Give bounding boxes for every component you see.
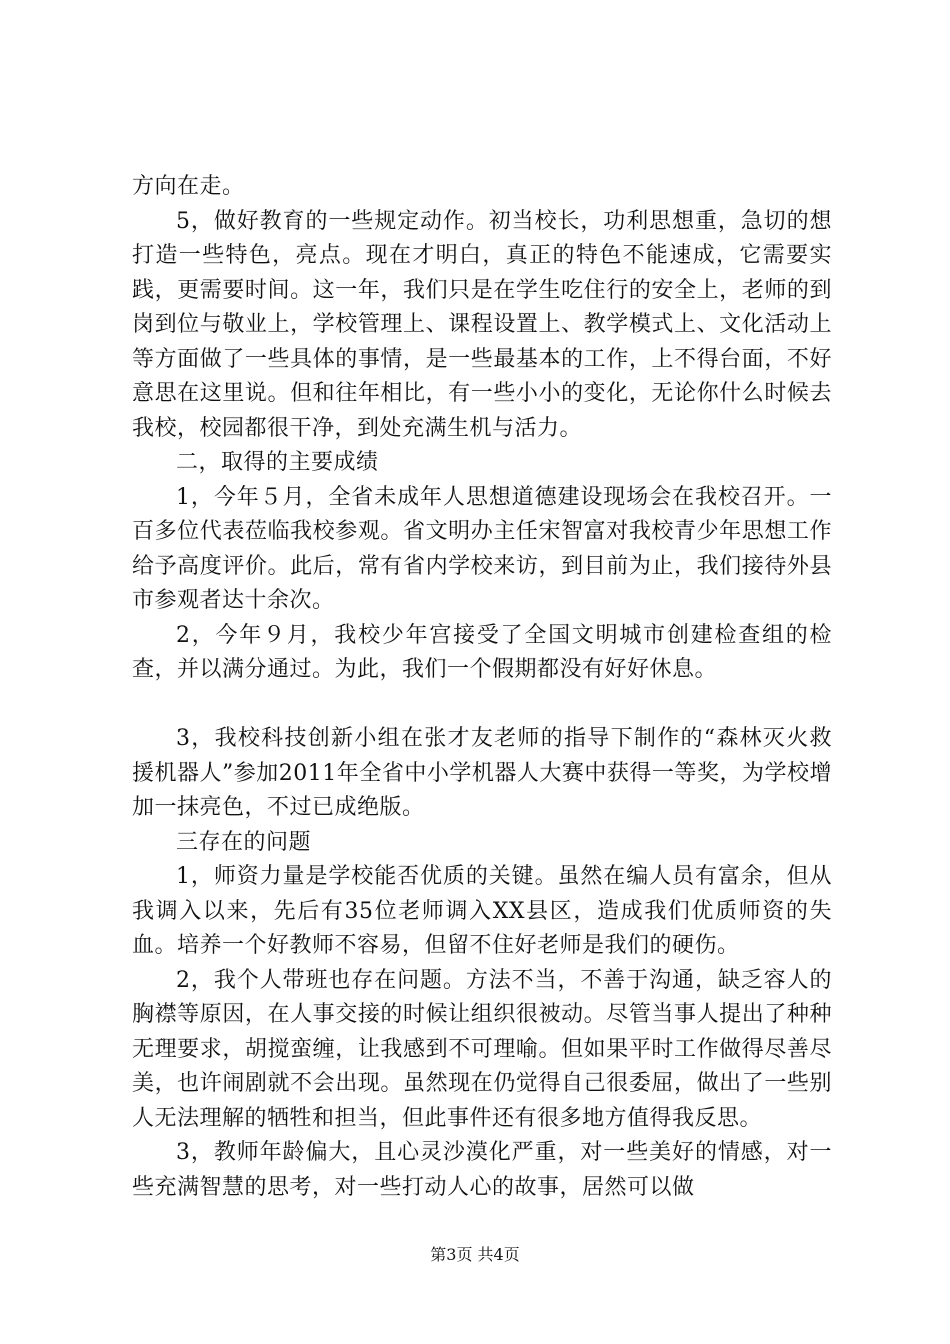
section-heading-achievements: 二，取得的主要成绩 xyxy=(176,450,379,475)
paragraph-problem-3: 3，教师年龄偏大，且心灵沙漠化严重，对一些美好的情感，对一些充满智慧的思考，对一些打动人心的故事，居然可以做 xyxy=(132,1140,832,1200)
section-heading-problems: 三存在的问题 xyxy=(176,829,312,855)
page-number-footer: 第3页 共4页 xyxy=(430,1245,520,1264)
paragraph-continuation: 方向在走。 xyxy=(132,174,245,199)
paragraph-achievement-1: 1，今年５月，全省未成年人思想道德建设现场会在我校召开。一百多位代表莅临我校参观。省文明办主任宋智富对我校青少年思想工作给予高度评价。此后，常有省内学校来访，到目前为止，我们接待外县市参观者达十余次。 xyxy=(132,484,832,613)
paragraph-achievement-2: 2，今年９月，我校少年宫接受了全国文明城市创建检查组的检查，并以满分通过。为此，我们一个假期都没有好好休息。 xyxy=(132,622,832,682)
document-body xyxy=(132,170,832,1205)
paragraph-problem-2: 2，我个人带班也存在问题。方法不当，不善于沟通，缺乏容人的胸襟等原因，在人事交接的时候让组织很被动。尽管当事人提出了种种无理要求，胡搅蛮缠，让我感到不可理喻。但如果平时工作做得尽善尽美，也许闹剧就不会出现。虽然现在仍觉得自己很委屈，做出了一些别人无法理解的牺牲和担当，但此事件还有很多地方值得我反思。 xyxy=(132,967,832,1131)
paragraph-item-5: 5，做好教育的一些规定动作。初当校长，功利思想重，急切的想打造一些特色，亮点。现在才明白，真正的特色不能速成，它需要实践，更需要时间。这一年，我们只是在学生吃住行的安全上，老师的到岗到位与敬业上，学校管理上、课程设置上、教学模式上、文化活动上等方面做了一些具体的事情，是一些最基本的工作，上不得台面，不好意思在这里说。但和往年相比，有一些小小的变化，无论你什么时候去我校，校园都很干净，到处充满生机与活力。 xyxy=(132,208,832,441)
paragraph-achievement-3: 3，我校科技创新小组在张才友老师的指导下制作的“森林灭火救援机器人”参加2011年全省中小学机器人大赛中获得一等奖，为学校增加一抹亮色，不过已成绝版。 xyxy=(132,726,832,820)
paragraph-problem-1: 1，师资力量是学校能否优质的关键。虽然在编人员有富余，但从我调入以来，先后有35位老师调入XX县区，造成我们优质师资的失血。培养一个好教师不容易，但留不住好老师是我们的硬伤。 xyxy=(132,864,832,958)
